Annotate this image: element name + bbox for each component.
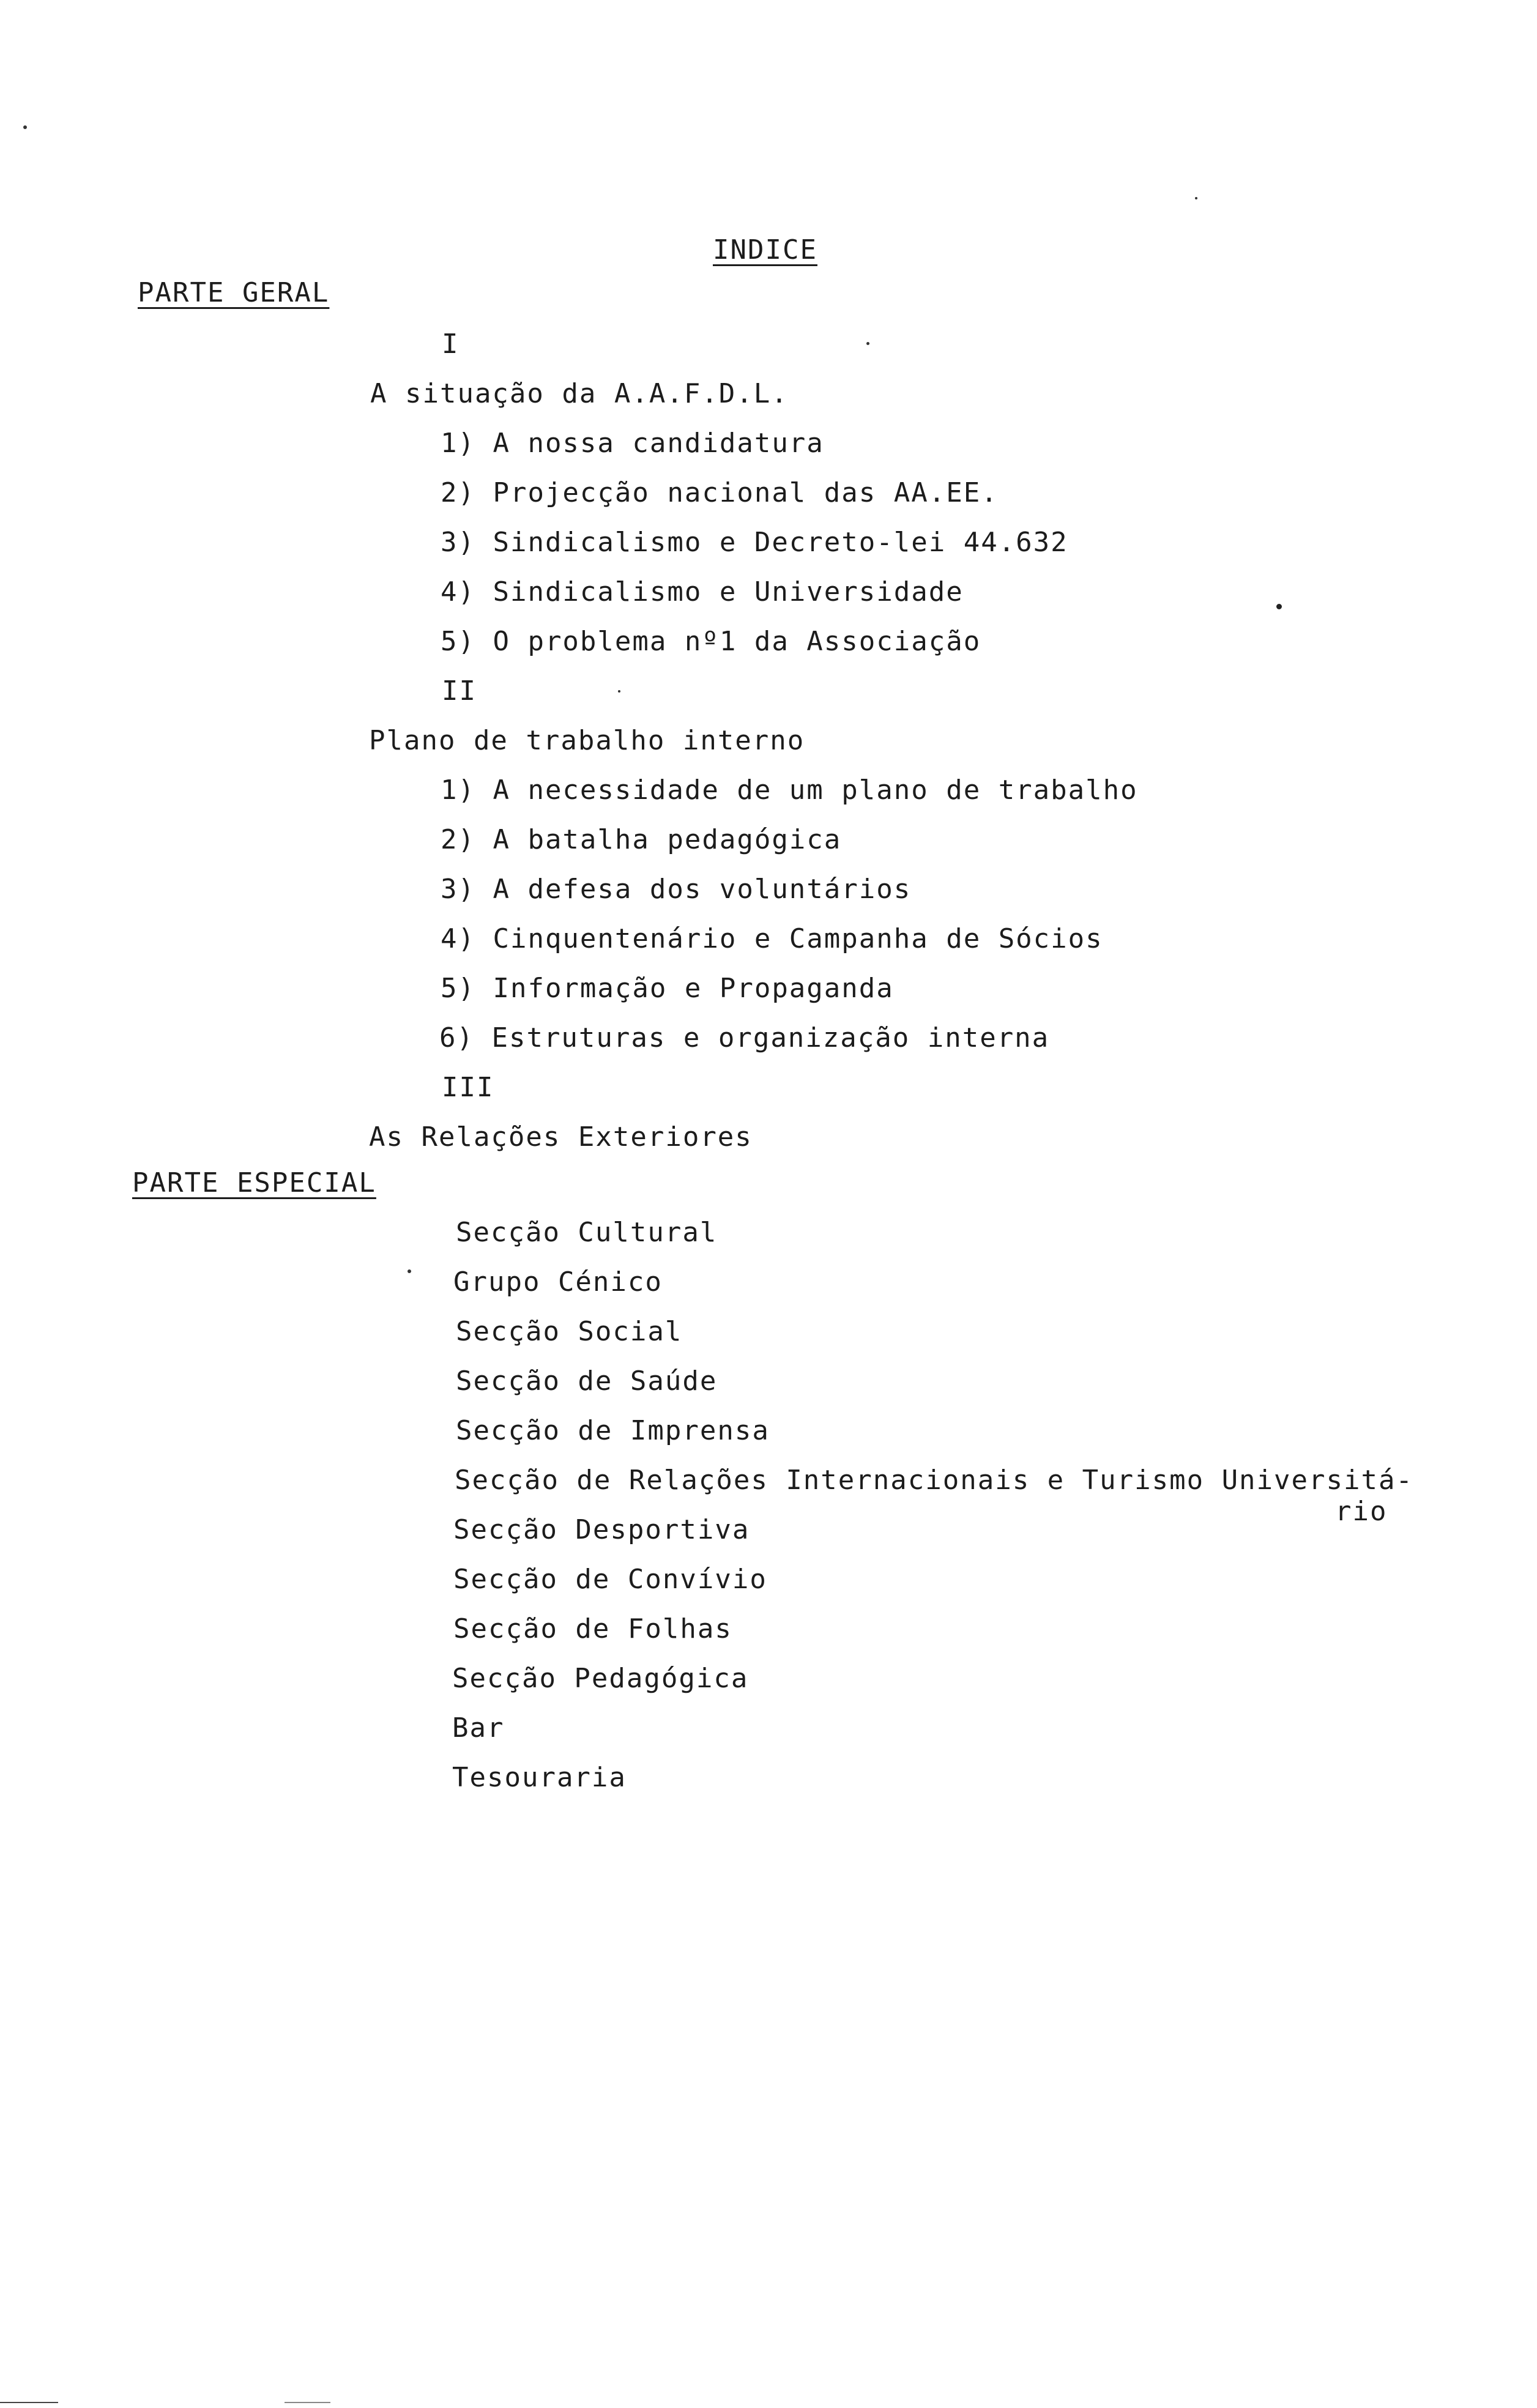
toc-entry: 4) Cinquentenário e Campanha de Sócios (441, 923, 1103, 954)
scan-edge-line (285, 2402, 330, 2403)
especial-entry: Secção de Folhas (453, 1613, 732, 1644)
toc-entry: 2) A batalha pedagógica (441, 824, 842, 855)
especial-entry: Secção Social (456, 1316, 683, 1347)
especial-entry: Secção Pedagógica (452, 1663, 749, 1694)
scan-speck (23, 125, 27, 129)
toc-entry: 3) A defesa dos voluntários (441, 874, 912, 905)
toc-entry: 6) Estruturas e organização interna (439, 1022, 1050, 1054)
especial-entry: Tesouraria (452, 1762, 627, 1793)
scan-speck (618, 690, 620, 693)
especial-entry: Secção Cultural (456, 1217, 718, 1248)
parte-especial-heading: PARTE ESPECIAL (132, 1167, 376, 1198)
scan-speck (408, 1269, 411, 1273)
section-numeral-ii: II (442, 675, 477, 707)
scan-edge-line (0, 2402, 58, 2403)
toc-entry: 2) Projecção nacional das AA.EE. (441, 477, 999, 508)
section-title-ii: Plano de trabalho interno (369, 725, 805, 756)
section-title-iii: As Relações Exteriores (369, 1121, 753, 1153)
especial-entry: Secção Desportiva (453, 1514, 750, 1545)
toc-entry: 5) Informação e Propaganda (441, 973, 894, 1004)
toc-entry: 1) A necessidade de um plano de trabalho (441, 775, 1138, 806)
scan-speck (1195, 197, 1197, 199)
scan-speck (866, 342, 869, 345)
page-title: INDICE (713, 234, 817, 266)
section-numeral-iii: III (442, 1072, 494, 1103)
especial-entry: Secção de Saúde (456, 1366, 718, 1397)
especial-entry: Secção de Relações Internacionais e Turismo Universitá- (455, 1465, 1413, 1496)
toc-entry: 5) O problema nº1 da Associação (441, 626, 981, 657)
scan-speck (1276, 604, 1282, 609)
especial-entry: Secção de Imprensa (456, 1415, 770, 1446)
toc-entry: 3) Sindicalismo e Decreto-lei 44.632 (441, 527, 1068, 558)
especial-entry: Bar (452, 1712, 505, 1744)
parte-geral-heading: PARTE GERAL (138, 277, 330, 308)
section-title-i: A situação da A.A.F.D.L. (370, 378, 789, 409)
especial-entry: Secção de Convívio (453, 1564, 767, 1595)
section-numeral-i: I (442, 329, 460, 360)
especial-entry-continuation: rio (1335, 1496, 1388, 1527)
toc-entry: 4) Sindicalismo e Universidade (441, 576, 964, 608)
especial-entry: Grupo Cénico (453, 1266, 663, 1298)
toc-entry: 1) A nossa candidatura (441, 428, 824, 459)
